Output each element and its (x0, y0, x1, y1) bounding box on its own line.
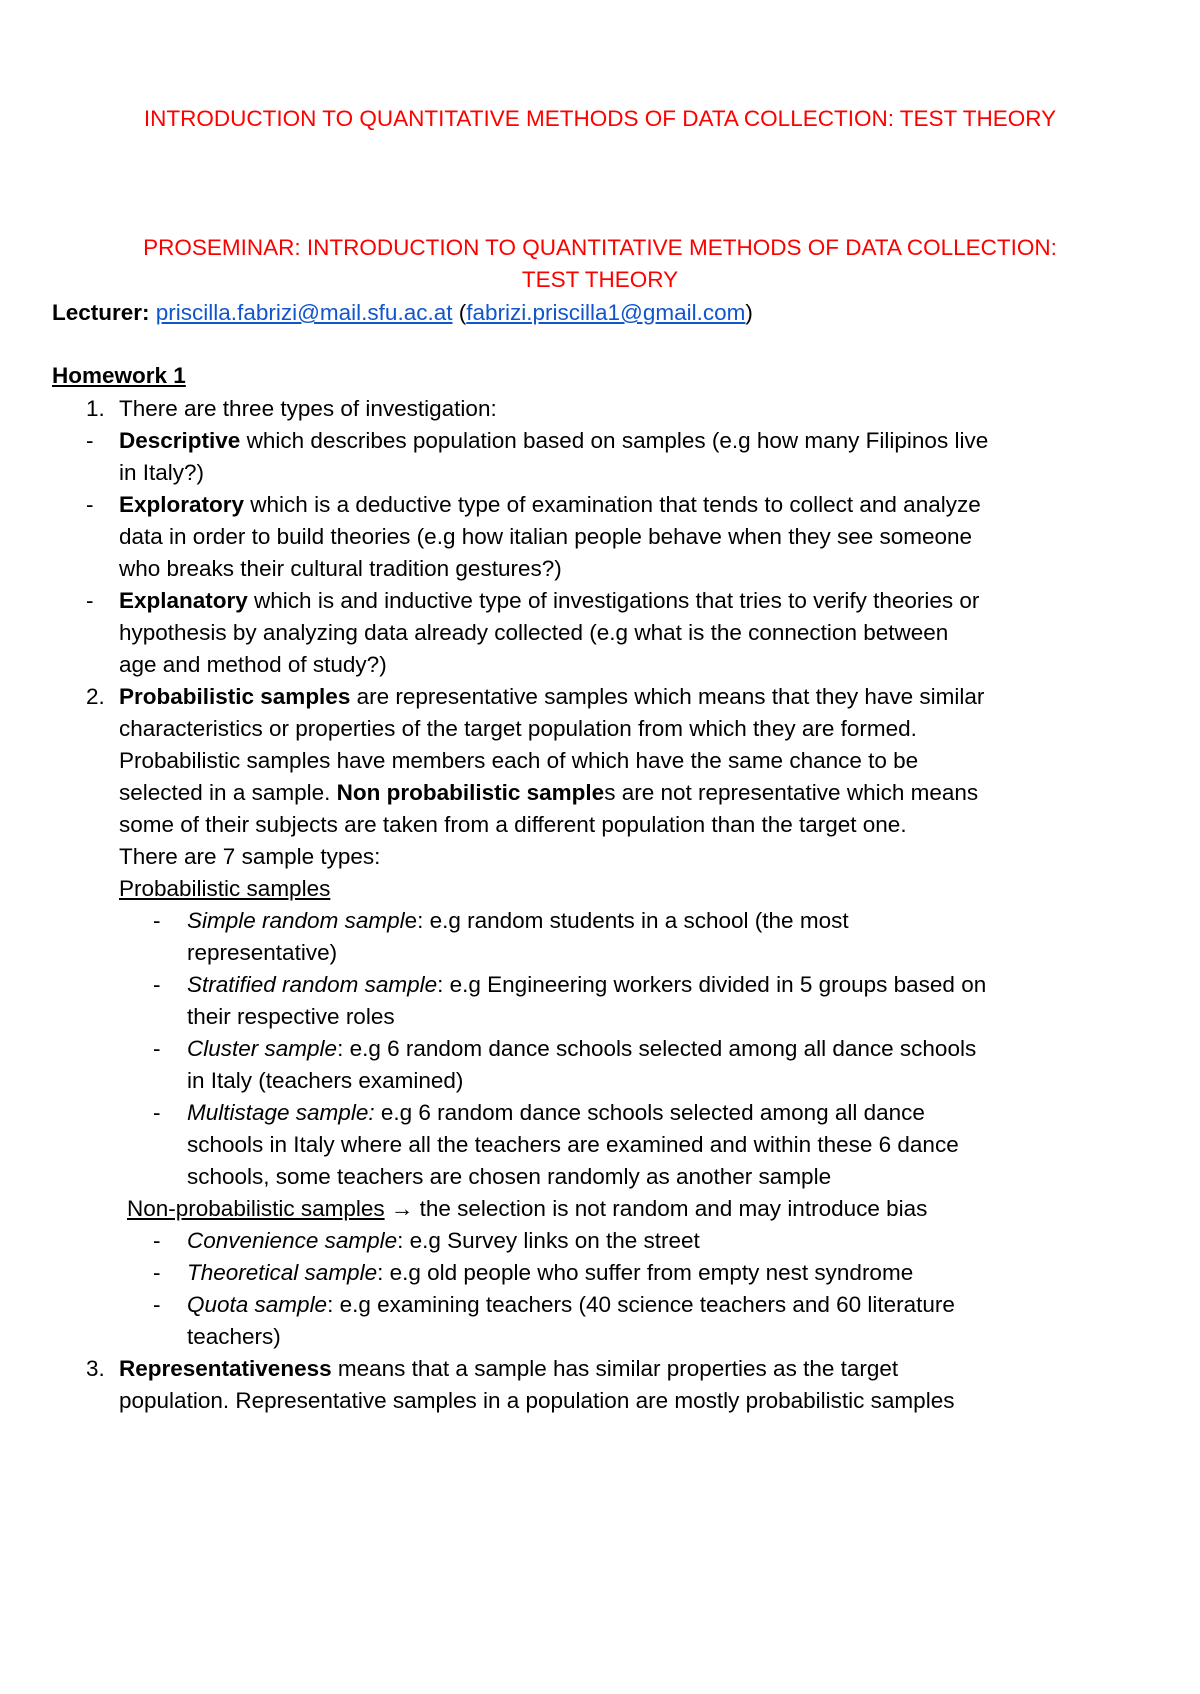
item-3-number: 3. (86, 1356, 105, 1381)
nonprobabilistic-heading-line: Non-probabilistic samples → the selection is not random and may introduce bias (127, 1196, 928, 1221)
descriptive-line-1: Descriptive which describes population based on samples (e.g how many Filipinos live (119, 428, 989, 453)
stratified-line-2: their respective roles (187, 1004, 395, 1029)
lecturer-email-secondary[interactable]: fabrizi.priscilla1@gmail.com (466, 300, 746, 325)
bullet-dash: - (153, 908, 161, 933)
lecturer-line (52, 297, 753, 329)
proseminar-title-line2: TEST THEORY (521, 267, 679, 292)
simple-random-line-1: Simple random sample: e.g random students in a school (the most (187, 908, 849, 933)
item-3-line-1: Representativeness means that a sample has similar properties as the target (119, 1356, 899, 1381)
theoretical-line-1: Theoretical sample: e.g old people who suffer from empty nest syndrome (187, 1260, 914, 1285)
item-2-line-6: There are 7 sample types: (119, 844, 381, 869)
cluster-line-2: in Italy (teachers examined) (187, 1068, 464, 1093)
explanatory-line-1: Explanatory which is and inductive type of investigations that tries to verify theories or (119, 588, 980, 613)
lecturer-label: Lecturer: (52, 300, 150, 325)
bullet-dash: - (86, 428, 94, 453)
bullet-dash: - (153, 1100, 161, 1125)
bullet-dash: - (153, 1036, 161, 1061)
multistage-line-1: Multistage sample: e.g 6 random dance schools selected among all dance (187, 1100, 925, 1125)
exploratory-line-2: data in order to build theories (e.g how italian people behave when they see someone (119, 524, 973, 549)
multistage-line-3: schools, some teachers are chosen randomly as another sample (187, 1164, 832, 1189)
cluster-line-1: Cluster sample: e.g 6 random dance schools selected among all dance schools (187, 1036, 977, 1061)
descriptive-line-2: in Italy?) (119, 460, 205, 485)
multistage-line-2: schools in Italy where all the teachers are examined and within these 6 dance (187, 1132, 959, 1157)
convenience-line-1: Convenience sample: e.g Survey links on the street (187, 1228, 700, 1253)
item-2-number: 2. (86, 684, 105, 709)
bullet-dash: - (153, 972, 161, 997)
bullet-dash: - (153, 1260, 161, 1285)
item-2-line-4: selected in a sample. Non probabilistic samples are not representative which means (119, 780, 979, 805)
item-1-text: There are three types of investigation: (119, 396, 497, 421)
quota-line-2: teachers) (187, 1324, 281, 1349)
proseminar-title-line1: PROSEMINAR: INTRODUCTION TO QUANTITATIVE METHODS OF DATA COLLECTION: (143, 235, 1057, 260)
stratified-line-1: Stratified random sample: e.g Engineering workers divided in 5 groups based on (187, 972, 987, 997)
homework-heading: Homework 1 (52, 363, 186, 388)
exploratory-line-1: Exploratory which is a deductive type of examination that tends to collect and analyze (119, 492, 981, 517)
item-2-line-5: some of their subjects are taken from a different population than the target one. (119, 812, 907, 837)
item-3-line-2: population. Representative samples in a population are mostly probabilistic samples (119, 1388, 955, 1413)
explanatory-line-2: hypothesis by analyzing data already collected (e.g what is the connection between (119, 620, 949, 645)
item-2-line-1: Probabilistic samples are representative samples which means that they have similar (119, 684, 985, 709)
bullet-dash: - (153, 1292, 161, 1317)
document-title: INTRODUCTION TO QUANTITATIVE METHODS OF DATA COLLECTION: TEST THEORY (143, 106, 1057, 131)
paren-close: ) (745, 300, 753, 325)
paren-open: ( (458, 300, 467, 325)
item-2-line-2: characteristics or properties of the target population from which they are formed. (119, 716, 917, 741)
bullet-dash: - (153, 1228, 161, 1253)
bullet-dash: - (86, 588, 94, 613)
item-2-line-3: Probabilistic samples have members each of which have the same chance to be (119, 748, 919, 773)
lecturer-email-primary[interactable]: priscilla.fabrizi@mail.sfu.ac.at (155, 300, 453, 325)
exploratory-line-3: who breaks their cultural tradition gestures?) (119, 556, 562, 581)
simple-random-line-2: representative) (187, 940, 338, 965)
bullet-dash: - (86, 492, 94, 517)
probabilistic-heading: Probabilistic samples (119, 876, 331, 901)
quota-line-1: Quota sample: e.g examining teachers (40 science teachers and 60 literature (187, 1292, 955, 1317)
item-1-number: 1. (86, 396, 105, 421)
explanatory-line-3: age and method of study?) (119, 652, 387, 677)
